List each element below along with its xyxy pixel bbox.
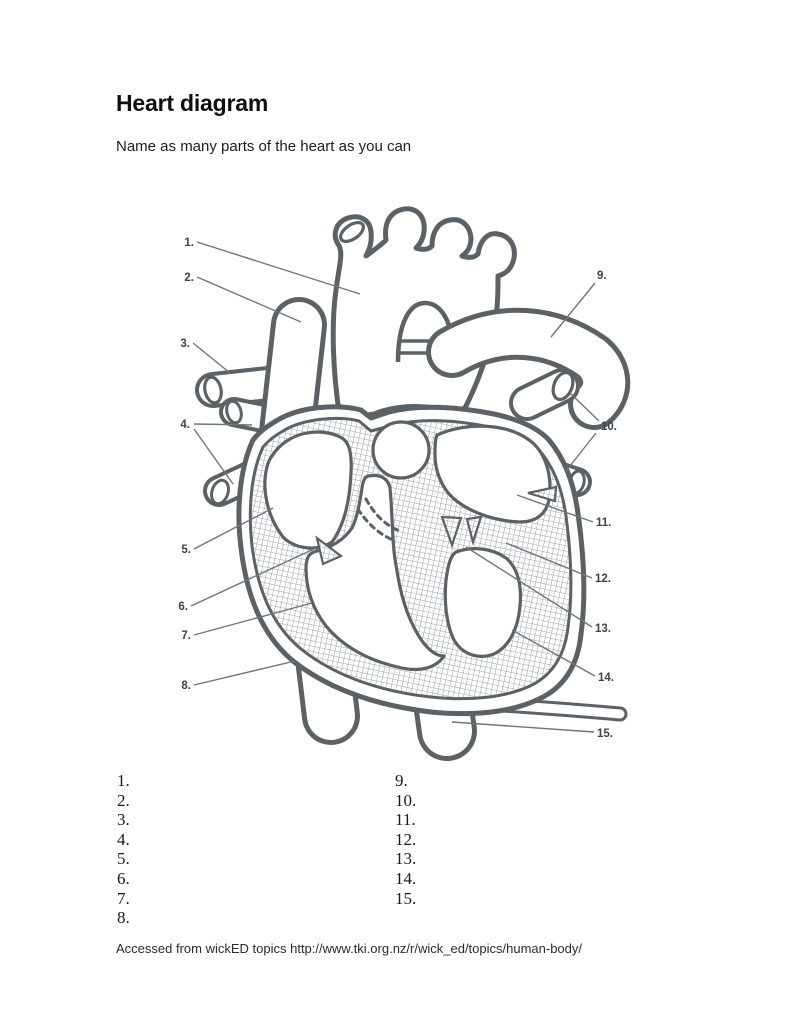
answer-line: 13.: [395, 849, 417, 869]
page-title: Heart diagram: [116, 90, 269, 116]
answer-line: 11.: [395, 810, 416, 830]
diagram-label-1: 1.: [184, 237, 194, 249]
answer-line: 12.: [395, 829, 417, 849]
diagram-label-3: 3.: [180, 338, 190, 350]
answer-line: 9.: [395, 771, 408, 790]
answer-line: 4.: [117, 829, 130, 849]
answer-column-left: [117, 771, 130, 928]
answer-line: 10.: [395, 790, 417, 810]
aortic-valve-bulb: [373, 422, 429, 478]
diagram-label-13: 13.: [595, 623, 611, 635]
left-ventricle: [445, 549, 520, 657]
diagram-label-11: 11.: [596, 517, 612, 529]
answer-line: 15.: [395, 888, 417, 908]
leader-line-10b: [566, 433, 596, 471]
diagram-label-4: 4.: [180, 419, 190, 431]
instructions-text: Name as many parts of the heart as you can: [116, 138, 412, 155]
leader-line-2: [197, 277, 301, 322]
leader-line-1: [197, 242, 360, 294]
diagram-label-8: 8.: [181, 680, 191, 692]
answer-line: 3.: [117, 810, 130, 830]
answer-column-right: [395, 771, 416, 908]
leader-line-3: [193, 343, 230, 373]
answer-line: 6.: [117, 868, 130, 888]
answer-line: 2.: [117, 790, 130, 810]
diagram-label-12: 12.: [595, 573, 611, 585]
diagram-label-7: 7.: [181, 630, 191, 642]
diagram-label-15: 15.: [597, 728, 613, 740]
diagram-label-9: 9.: [597, 270, 607, 282]
source-attribution: Accessed from wickED topics http://www.tki.org.nz/r/wick_ed/topics/human-body/: [116, 941, 583, 956]
leader-line-8: [194, 661, 295, 685]
right-atrium: [265, 432, 351, 548]
answer-line: 5.: [117, 849, 130, 869]
leader-line-4a: [194, 424, 252, 425]
diagram-label-10: 10.: [601, 421, 617, 433]
left-pulmonary-artery-stub: [527, 370, 577, 403]
answer-line: 14.: [395, 868, 417, 888]
answer-line: 1.: [117, 771, 130, 790]
diagram-label-2: 2.: [184, 272, 194, 284]
leader-line-4b: [194, 429, 233, 484]
answer-line: 7.: [117, 888, 130, 908]
answer-line: 8.: [117, 908, 130, 928]
diagram-label-14: 14.: [598, 672, 614, 684]
diagram-label-6: 6.: [178, 601, 188, 613]
diagram-label-5: 5.: [181, 544, 191, 556]
